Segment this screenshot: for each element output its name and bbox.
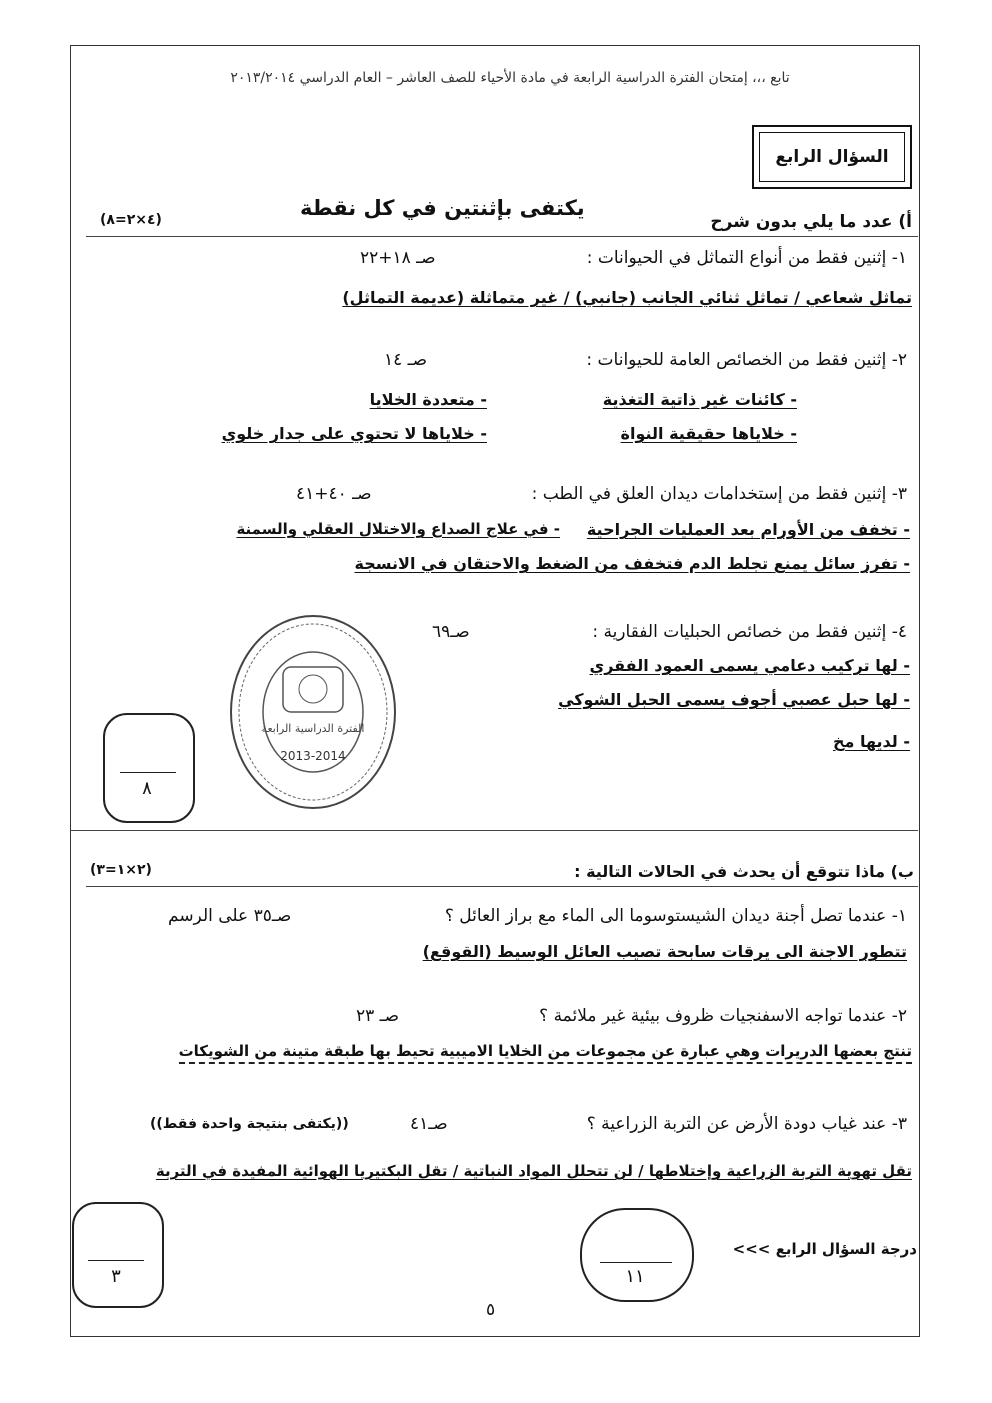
a2-page-ref: صـ ١٤ bbox=[384, 350, 428, 370]
part-b-marks: (٢×١=٣) bbox=[90, 862, 152, 878]
b2-question: ٢- عندما تواجه الاسفنجيات ظروف بيئية غير ملائمة ؟ bbox=[539, 1006, 907, 1026]
b1-page-ref: صـ٣٥ على الرسم bbox=[168, 906, 292, 926]
part-b-score: ٣ bbox=[111, 1266, 121, 1287]
total-score: ١١ bbox=[625, 1266, 645, 1287]
part-a-score-box bbox=[103, 713, 195, 823]
question-title: السؤال الرابع bbox=[759, 132, 905, 182]
section-divider bbox=[70, 830, 918, 831]
b3-answer: تقل تهوية التربة الزراعية وإختلاطها / لن تتحلل المواد النباتية / تقل البكتيريا الهوائية المفيدة في التربة bbox=[155, 1162, 912, 1180]
b1-answer: تتطور الاجنة الى يرقات سابحة تصيب العائل الوسيط (القوقع) bbox=[422, 942, 907, 961]
b2-answer: تنتج بعضها الدريرات وهي عبارة عن مجموعات من الخلايا الاميبية تحيط بها طبقة متينة من الشويكات bbox=[179, 1042, 912, 1064]
page-number: ٥ bbox=[486, 1300, 496, 1320]
seal-subtitle: الفترة الدراسية الرابعة bbox=[261, 722, 365, 735]
a4-answer-2: - لها حبل عصبي أجوف يسمى الحبل الشوكي bbox=[558, 690, 910, 709]
a3-answer-2: - في علاج الصداع والاختلال العقلي والسمنة bbox=[236, 520, 560, 538]
total-score-box bbox=[580, 1208, 694, 1302]
b1-question: ١- عندما تصل أجنة ديدان الشيستوسوما الى الماء مع براز العائل ؟ bbox=[444, 906, 907, 926]
a2-answer-1: - كائنات غير ذاتية التغذية bbox=[602, 390, 797, 409]
part-a-score-line bbox=[120, 772, 176, 773]
a4-page-ref: صـ٦٩ bbox=[432, 622, 470, 642]
a2-answer-4: - خلاياها لا تحتوي على جدار خلوي bbox=[221, 424, 487, 443]
a4-answer-3: - لديها مخ bbox=[832, 732, 910, 751]
question-title-box bbox=[752, 125, 912, 189]
seal-year: 2013-2014 bbox=[280, 749, 346, 763]
b3-note: ((يكتفى بنتيجة واحدة فقط)) bbox=[150, 1116, 349, 1132]
exam-header: تابع ،،، إمتحان الفترة الدراسية الرابعة في مادة الأحياء للصف العاشر – العام الدراسي ٢٠١٣/٢٠١٤ bbox=[230, 70, 790, 86]
part-b-label: ب) ماذا تتوقع أن يحدث في الحالات التالية : bbox=[574, 862, 914, 881]
b3-question: ٣- عند غياب دودة الأرض عن التربة الزراعية ؟ bbox=[586, 1114, 907, 1134]
b3-page-ref: صـ٤١ bbox=[410, 1114, 448, 1134]
total-label: درجة السؤال الرابع >>> bbox=[732, 1240, 917, 1258]
part-b-divider bbox=[86, 886, 918, 887]
school-seal bbox=[228, 612, 398, 812]
part-b-score-box bbox=[72, 1202, 164, 1308]
a2-answer-3: - خلاياها حقيقية النواة bbox=[620, 424, 797, 443]
a1-page-ref: صـ ١٨+٢٢ bbox=[360, 248, 436, 268]
part-a-marks: (٤×٢=٨) bbox=[100, 212, 162, 228]
total-score-line bbox=[600, 1262, 672, 1263]
part-b-score-line bbox=[88, 1260, 144, 1261]
a2-answer-2: - متعددة الخلايا bbox=[369, 390, 487, 409]
a3-page-ref: صـ ٤٠+٤١ bbox=[296, 484, 372, 504]
a3-question: ٣- إثنين فقط من إستخدامات ديدان العلق في الطب : bbox=[531, 484, 907, 504]
a3-answer-1: - تخفف من الأورام بعد العمليات الجراحية bbox=[586, 520, 910, 539]
a4-answer-1: - لها تركيب دعامي يسمى العمود الفقري bbox=[589, 656, 910, 675]
a4-question: ٤- إثنين فقط من خصائص الحبليات الفقارية : bbox=[592, 622, 907, 642]
a3-answer-3: - تفرز سائل يمنع تجلط الدم فتخفف من الضغط والاحتقان في الانسجة bbox=[354, 554, 910, 573]
a1-answer: تماثل شعاعي / تماثل ثنائي الجانب (جانبي) / غير متماثلة (عديمة التماثل) bbox=[342, 288, 912, 307]
part-a-score: ٨ bbox=[142, 778, 152, 799]
a1-question: ١- إثنين فقط من أنواع التماثل في الحيوانات : bbox=[586, 248, 907, 268]
a2-question: ٢- إثنين فقط من الخصائص العامة للحيوانات : bbox=[586, 350, 907, 370]
part-a-divider bbox=[86, 236, 918, 237]
b2-page-ref: صـ ٢٣ bbox=[356, 1006, 400, 1026]
part-a-instruction: يكتفى بإثنتين في كل نقطة bbox=[300, 196, 585, 220]
part-a-label: أ) عدد ما يلي بدون شرح bbox=[710, 212, 912, 232]
